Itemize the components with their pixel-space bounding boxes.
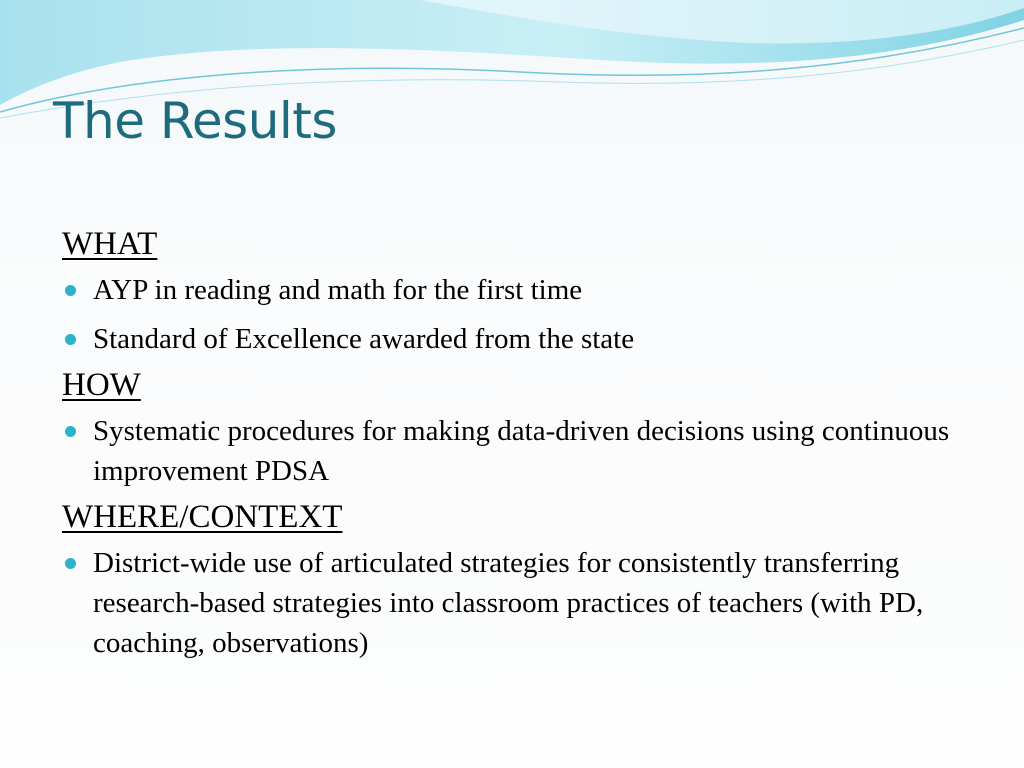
bullet-dot-icon — [65, 426, 76, 437]
bullet-item — [62, 270, 962, 310]
bullet-text: District-wide use of articulated strategies for consistently transferring research-based strategies into classroom practices of teachers (with PD, coaching, observations) — [93, 547, 924, 659]
bullet-dot-icon — [65, 285, 76, 296]
bullet-text: AYP in reading and math for the first time — [93, 274, 583, 306]
bullet-item — [62, 411, 962, 491]
section-heading-how: HOW — [62, 367, 141, 403]
bullet-dot-icon — [65, 334, 76, 345]
bullet-text: Standard of Excellence awarded from the state — [93, 323, 635, 355]
bullet-item — [62, 543, 962, 663]
bullet-dot-icon — [65, 558, 76, 569]
bullet-item — [62, 319, 962, 359]
bullet-text: Systematic procedures for making data-driven decisions using continuous improvement PDSA — [93, 415, 950, 487]
section-heading-what: WHAT — [62, 226, 158, 262]
section-heading-where-context: WHERE/CONTEXT — [62, 499, 343, 535]
slide-body — [62, 224, 962, 663]
slide-title: The Results — [53, 92, 337, 150]
